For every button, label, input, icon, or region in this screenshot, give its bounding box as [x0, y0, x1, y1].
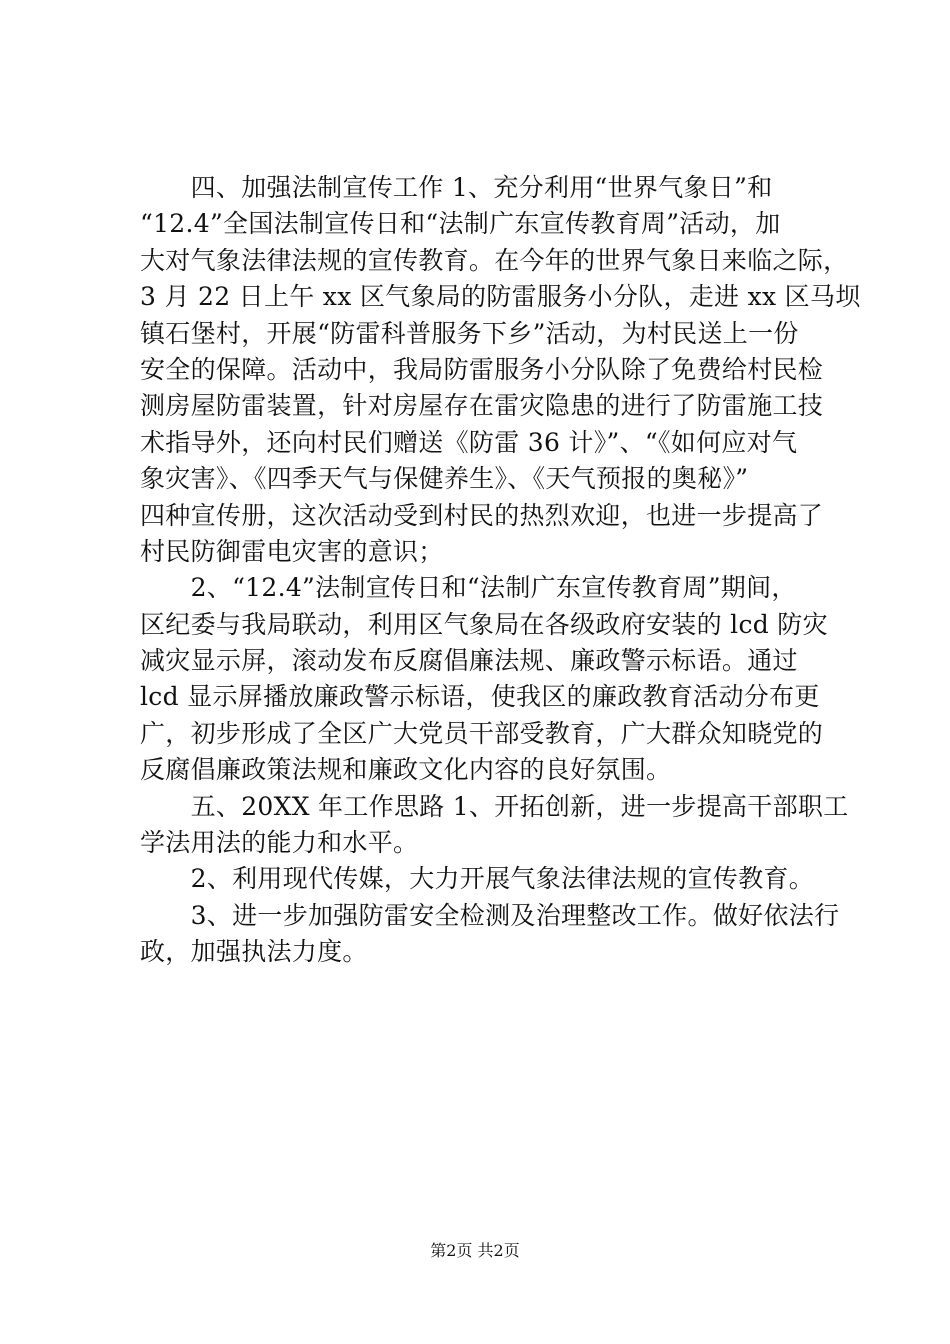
text-line: 象灾害》、《四季天气与保健养生》、《天气预报的奥秘》” [140, 464, 749, 494]
text-line: 政，加强执法力度。 [140, 937, 368, 967]
page-footer: 第2页 共2页 [430, 1241, 520, 1260]
text-line: 四、加强法制宣传工作 1、充分利用“世界气象日”和 [140, 173, 773, 202]
text-line: 广，初步形成了全区广大党员干部受教育，广大群众知晓党的 [140, 718, 824, 748]
text-line: 反腐倡廉政策法规和廉政文化内容的良好氛围。 [140, 755, 672, 785]
text-line: 镇石堡村，开展“防雷科普服务下乡”活动，为村民送上一份 [140, 318, 799, 348]
text-line: 五、20XX 年工作思路 1、开拓创新，进一步提高干部职工 [140, 791, 849, 821]
text-line: 术指导外，还向村民们赠送《防雷 36 计》”、“《如何应对气 [140, 427, 798, 457]
text-line: 2、“12.4”法制宣传日和“法制广东宣传教育周”期间， [140, 573, 797, 603]
text-line: 3、进一步加强防雷安全检测及治理整改工作。做好依法行 [140, 900, 840, 930]
text-line: 测房屋防雷装置，针对房屋存在雷灾隐患的进行了防雷施工技 [140, 391, 824, 421]
text-line: 安全的保障。活动中，我局防雷服务小分队除了免费给村民检 [140, 354, 824, 384]
text-line: 减灾显示屏，滚动发布反腐倡廉法规、廉政警示标语。通过 [140, 646, 798, 676]
text-line: lcd 显示屏播放廉政警示标语，使我区的廉政教育活动分布更 [140, 682, 820, 712]
text-line: 大对气象法律法规的宣传教育。在今年的世界气象日来临之际， [140, 245, 849, 275]
text-line: 村民防御雷电灾害的意识； [140, 536, 444, 566]
text-line: 四种宣传册，这次活动受到村民的热烈欢迎，也进一步提高了 [140, 500, 824, 530]
text-line: 区纪委与我局联动，利用区气象局在各级政府安装的 lcd 防灾 [140, 609, 828, 639]
text-line: 3 月 22 日上午 xx 区气象局的防雷服务小分队，走进 xx 区马坝 [140, 282, 861, 312]
text-line: 2、利用现代传媒，大力开展气象法律法规的宣传教育。 [140, 864, 815, 894]
text-line: 学法用法的能力和水平。 [140, 828, 419, 858]
text-line: “12.4”全国法制宣传日和“法制广东宣传教育周”活动，加 [140, 209, 781, 239]
document-body [140, 170, 861, 971]
